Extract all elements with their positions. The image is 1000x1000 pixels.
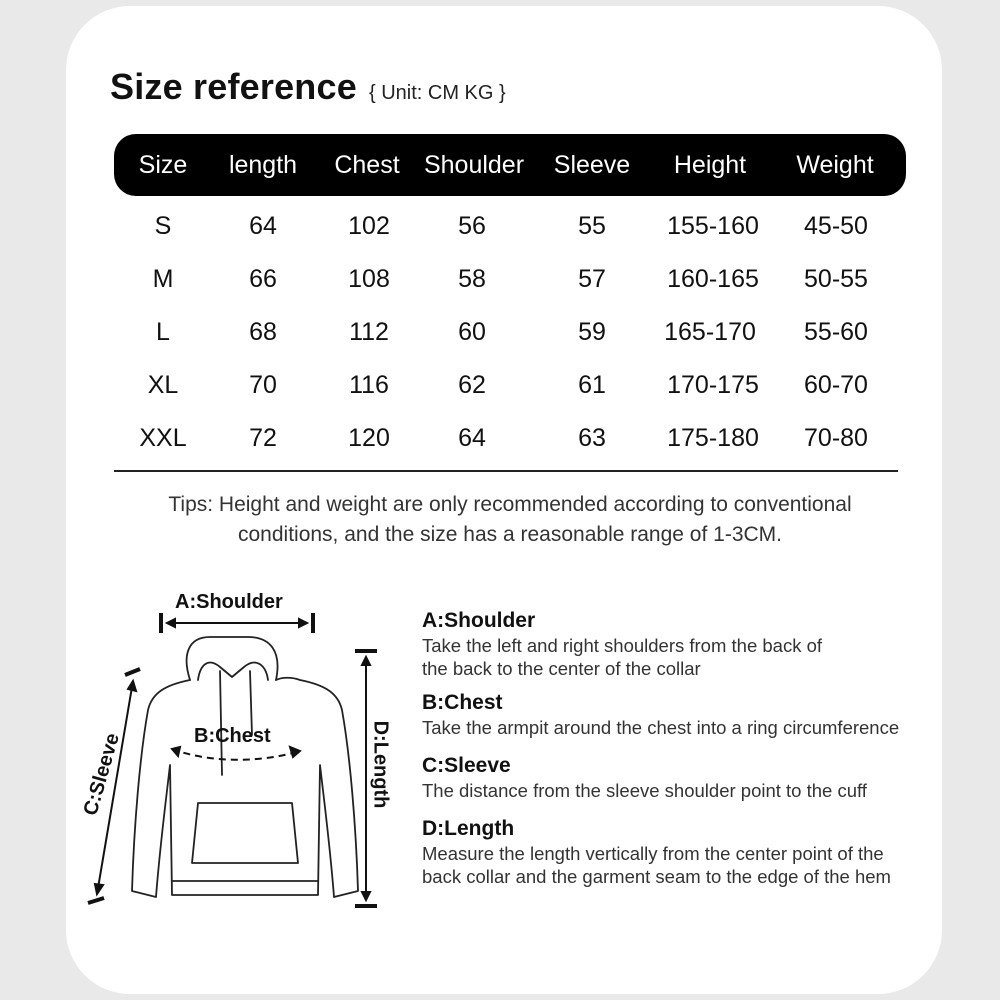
cell-height: 170-175 <box>667 371 759 399</box>
desc-text: back collar and the garment seam to the edge of the hem <box>422 866 891 887</box>
desc-text: Measure the length vertically from the center point of the <box>422 843 884 864</box>
cell-size: L <box>156 318 170 346</box>
sleeve-label: C:Sleeve <box>79 730 124 819</box>
header-height: Height <box>673 151 747 179</box>
cell-sleeve: 57 <box>578 265 606 293</box>
cell-height: 175-180 <box>667 424 759 452</box>
header-shoulder: Shoulder <box>423 151 525 179</box>
cell-size: XXL <box>139 424 187 452</box>
header-sleeve: Sleeve <box>553 151 631 179</box>
desc-head: D:Length <box>422 817 515 840</box>
desc-chest <box>422 690 962 739</box>
cell-weight: 55-60 <box>804 318 868 346</box>
cell-length: 72 <box>249 424 277 452</box>
desc-text: The distance from the sleeve shoulder point to the cuff <box>422 780 867 801</box>
desc-text: Take the armpit around the chest into a ring circumference <box>422 717 900 738</box>
hoodie-diagram <box>70 585 410 915</box>
size-table-body <box>114 196 906 472</box>
desc-head: C:Sleeve <box>422 754 511 777</box>
cell-length: 70 <box>249 371 277 399</box>
cell-shoulder: 64 <box>458 424 486 452</box>
cell-size: M <box>152 265 174 293</box>
desc-sleeve <box>422 753 962 802</box>
table-divider <box>114 470 898 472</box>
cell-sleeve: 63 <box>578 424 606 452</box>
unit-label: { Unit: CM KG } <box>368 82 506 104</box>
shoulder-label: A:Shoulder <box>175 591 283 613</box>
cell-shoulder: 58 <box>458 265 486 293</box>
cell-sleeve: 55 <box>578 212 606 240</box>
cell-weight: 60-70 <box>804 371 868 399</box>
cell-height: 165-170 <box>664 318 756 346</box>
table-header <box>114 134 906 196</box>
cell-sleeve: 61 <box>578 371 606 399</box>
cell-chest: 108 <box>348 265 390 293</box>
header-length: length <box>228 151 298 179</box>
tips-text: Tips: Height and weight are only recommended according to conventional conditions, and the size has a reasonable range of 1-3CM. <box>168 493 852 546</box>
cell-chest: 112 <box>349 318 389 346</box>
cell-chest: 116 <box>349 371 389 399</box>
desc-length <box>422 816 962 888</box>
measurement-descriptions <box>422 608 962 888</box>
desc-head: B:Chest <box>422 691 503 714</box>
header-weight: Weight <box>796 151 874 179</box>
table-row <box>114 371 906 411</box>
desc-text: the back to the center of the collar <box>422 658 701 679</box>
cell-weight: 50-55 <box>804 265 868 293</box>
chest-label: B:Chest <box>194 725 271 747</box>
header-chest: Chest <box>334 151 400 179</box>
cell-size: S <box>154 212 172 240</box>
table-row <box>114 318 906 358</box>
cell-shoulder: 60 <box>458 318 486 346</box>
cell-height: 160-165 <box>667 265 759 293</box>
desc-shoulder <box>422 608 962 680</box>
cell-height: 155-160 <box>667 212 759 240</box>
cell-length: 68 <box>249 318 277 346</box>
desc-text: Take the left and right shoulders from the back of <box>422 635 823 656</box>
cell-size: XL <box>147 371 179 399</box>
page-title: Size reference <box>110 66 357 107</box>
table-row <box>114 212 906 252</box>
cell-weight: 70-80 <box>804 424 868 452</box>
cell-chest: 102 <box>348 212 390 240</box>
length-label: D:Length <box>369 720 392 809</box>
table-row <box>114 424 906 464</box>
header-size: Size <box>138 151 188 179</box>
cell-length: 66 <box>249 265 277 293</box>
desc-head: A:Shoulder <box>422 609 536 632</box>
cell-shoulder: 56 <box>458 212 486 240</box>
cell-shoulder: 62 <box>458 371 486 399</box>
title-row <box>110 66 506 108</box>
cell-length: 64 <box>249 212 277 240</box>
cell-chest: 120 <box>348 424 390 452</box>
table-row <box>114 265 906 305</box>
cell-weight: 45-50 <box>804 212 868 240</box>
cell-sleeve: 59 <box>578 318 606 346</box>
